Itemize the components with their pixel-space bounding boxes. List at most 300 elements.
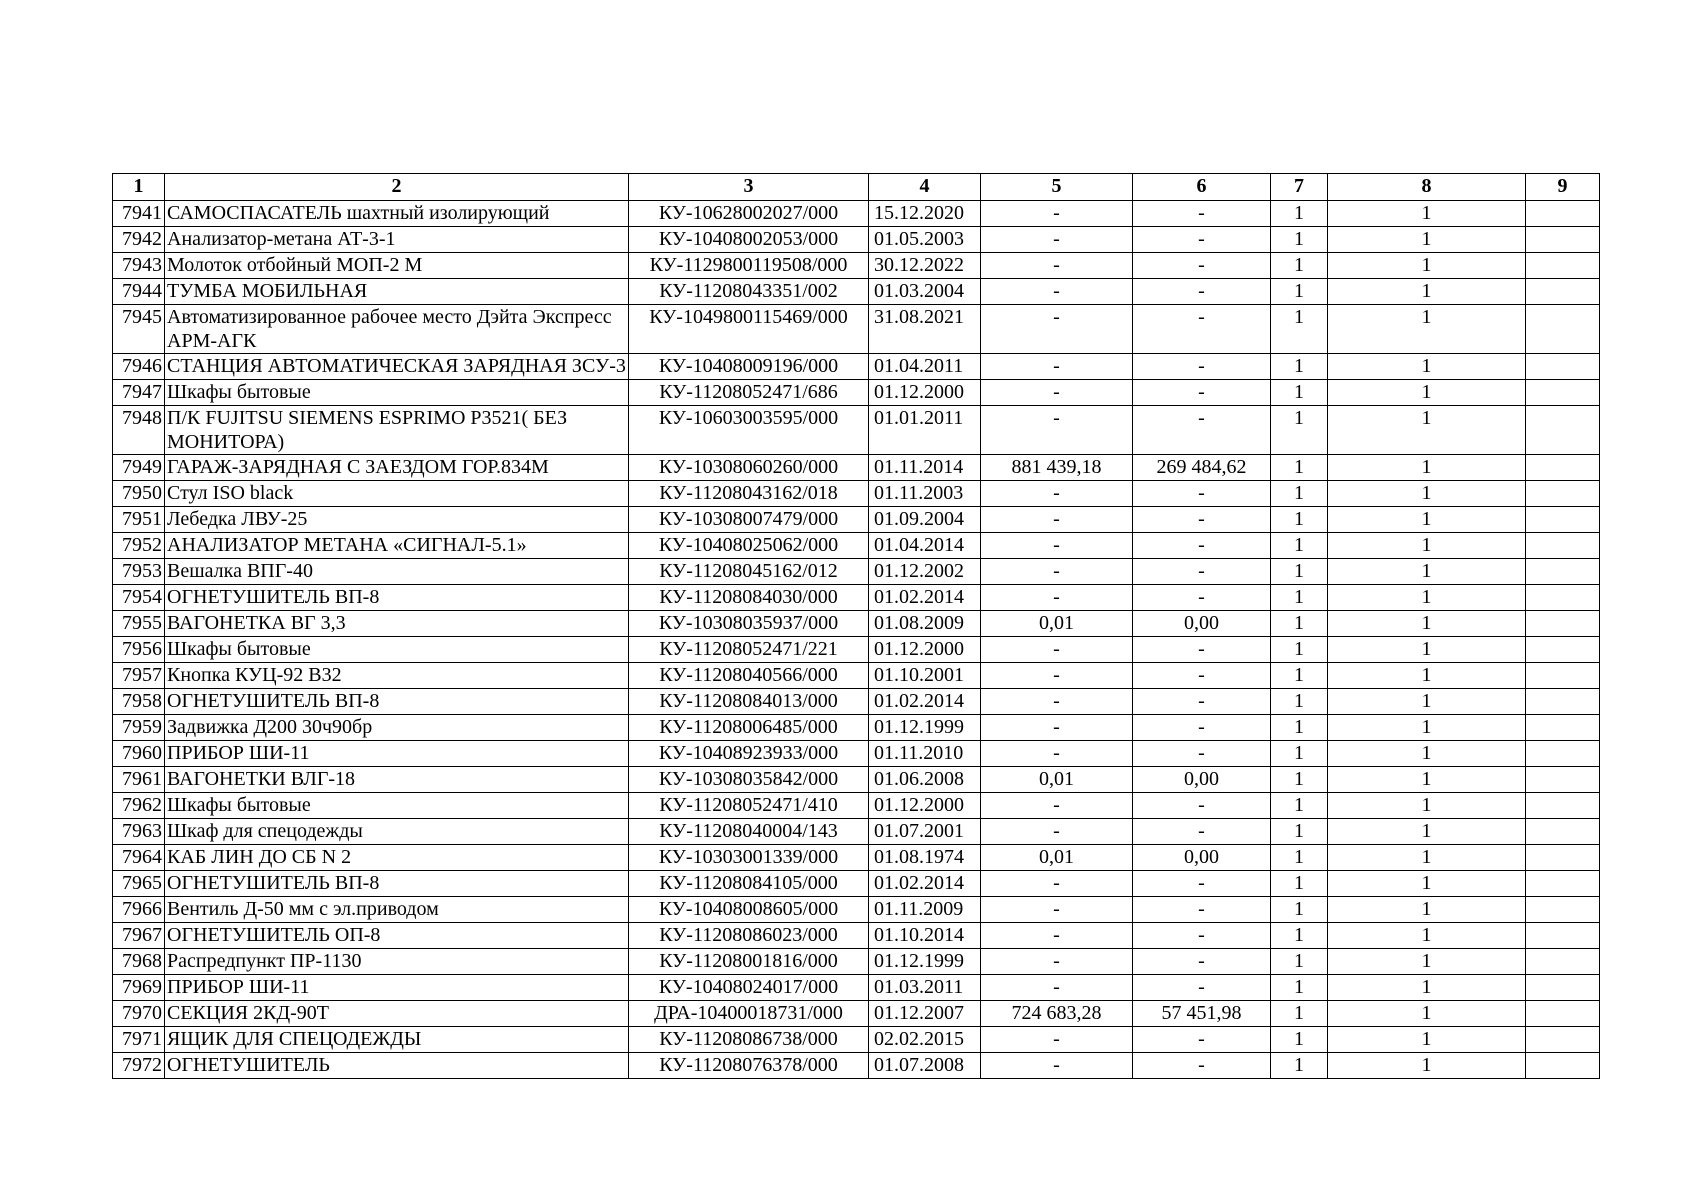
cell-row-number: 7947 [113,380,165,406]
cell-quantity: 1 [1271,406,1328,455]
cell-cost-value: - [981,741,1133,767]
table-row [113,819,1600,845]
cell-residual-value: - [1133,637,1271,663]
cell-count: 1 [1328,897,1526,923]
cell-row-number: 7956 [113,637,165,663]
cell-note [1526,741,1600,767]
cell-date: 01.08.2009 [869,611,981,637]
cell-date: 01.05.2003 [869,227,981,253]
cell-item-name: ПРИБОР ШИ-11 [165,975,629,1001]
cell-cost-value: - [981,897,1133,923]
cell-count: 1 [1328,689,1526,715]
cell-inventory-code: КУ-10408025062/000 [629,533,869,559]
cell-quantity: 1 [1271,767,1328,793]
cell-inventory-code: КУ-11208076378/000 [629,1053,869,1079]
cell-inventory-code: КУ-11208084013/000 [629,689,869,715]
cell-item-name: ОГНЕТУШИТЕЛЬ [165,1053,629,1079]
cell-date: 01.12.2000 [869,380,981,406]
cell-inventory-code: ДРА-10400018731/000 [629,1001,869,1027]
table-body [113,201,1600,1079]
cell-date: 01.07.2001 [869,819,981,845]
cell-row-number: 7941 [113,201,165,227]
cell-item-name: ОГНЕТУШИТЕЛЬ ВП-8 [165,871,629,897]
cell-cost-value: - [981,279,1133,305]
cell-quantity: 1 [1271,533,1328,559]
cell-date: 01.02.2014 [869,871,981,897]
cell-quantity: 1 [1271,1027,1328,1053]
table-row [113,637,1600,663]
cell-cost-value: - [981,227,1133,253]
cell-item-name: ОГНЕТУШИТЕЛЬ ВП-8 [165,585,629,611]
cell-inventory-code: КУ-11208006485/000 [629,715,869,741]
cell-row-number: 7942 [113,227,165,253]
column-header-2: 2 [165,174,629,201]
cell-item-name: СЕКЦИЯ 2КД-90Т [165,1001,629,1027]
cell-date: 01.06.2008 [869,767,981,793]
cell-note [1526,354,1600,380]
cell-cost-value: - [981,819,1133,845]
cell-row-number: 7970 [113,1001,165,1027]
cell-residual-value: - [1133,819,1271,845]
cell-inventory-code: КУ-11208086023/000 [629,923,869,949]
cell-note [1526,1001,1600,1027]
cell-row-number: 7968 [113,949,165,975]
cell-note [1526,819,1600,845]
cell-quantity: 1 [1271,507,1328,533]
cell-note [1526,689,1600,715]
cell-residual-value: - [1133,923,1271,949]
cell-inventory-code: КУ-11208052471/410 [629,793,869,819]
cell-date: 15.12.2020 [869,201,981,227]
column-header-5: 5 [981,174,1133,201]
cell-item-name: Шкаф для спецодежды [165,819,629,845]
cell-inventory-code: КУ-10408923933/000 [629,741,869,767]
cell-note [1526,507,1600,533]
cell-residual-value: - [1133,871,1271,897]
cell-row-number: 7959 [113,715,165,741]
cell-count: 1 [1328,253,1526,279]
cell-note [1526,227,1600,253]
cell-date: 30.12.2022 [869,253,981,279]
column-header-9: 9 [1526,174,1600,201]
column-header-6: 6 [1133,174,1271,201]
cell-quantity: 1 [1271,637,1328,663]
table-row [113,611,1600,637]
cell-cost-value: - [981,663,1133,689]
cell-quantity: 1 [1271,559,1328,585]
cell-item-name: Вешалка ВПГ-40 [165,559,629,585]
cell-note [1526,253,1600,279]
cell-note [1526,380,1600,406]
cell-date: 01.11.2010 [869,741,981,767]
table-row [113,305,1600,354]
cell-note [1526,793,1600,819]
cell-item-name: Лебедка ЛВУ-25 [165,507,629,533]
cell-cost-value: 724 683,28 [981,1001,1133,1027]
cell-item-name: ВАГОНЕТКИ ВЛГ-18 [165,767,629,793]
cell-count: 1 [1328,845,1526,871]
cell-row-number: 7949 [113,455,165,481]
cell-item-name: ОГНЕТУШИТЕЛЬ ВП-8 [165,689,629,715]
cell-residual-value: - [1133,897,1271,923]
cell-item-name: ОГНЕТУШИТЕЛЬ ОП-8 [165,923,629,949]
cell-inventory-code: КУ-11208084105/000 [629,871,869,897]
table-row [113,689,1600,715]
cell-cost-value: - [981,949,1133,975]
cell-cost-value: - [981,923,1133,949]
table-row [113,1053,1600,1079]
cell-residual-value: 0,00 [1133,767,1271,793]
cell-date: 01.09.2004 [869,507,981,533]
cell-row-number: 7969 [113,975,165,1001]
cell-quantity: 1 [1271,380,1328,406]
cell-quantity: 1 [1271,253,1328,279]
cell-date: 02.02.2015 [869,1027,981,1053]
cell-note [1526,455,1600,481]
cell-date: 01.12.2000 [869,637,981,663]
cell-note [1526,975,1600,1001]
cell-quantity: 1 [1271,845,1328,871]
cell-note [1526,279,1600,305]
cell-residual-value: 0,00 [1133,845,1271,871]
cell-inventory-code: КУ-10408009196/000 [629,354,869,380]
header-row [113,174,1600,201]
cell-note [1526,305,1600,354]
inventory-table-container [112,173,1599,1079]
cell-item-name: ГАРАЖ-ЗАРЯДНАЯ С ЗАЕЗДОМ ГОР.834М [165,455,629,481]
table-row [113,1027,1600,1053]
cell-count: 1 [1328,481,1526,507]
cell-quantity: 1 [1271,201,1328,227]
table-row [113,949,1600,975]
cell-count: 1 [1328,354,1526,380]
cell-item-name: АНАЛИЗАТОР МЕТАНА «СИГНАЛ-5.1» [165,533,629,559]
cell-item-name: Вентиль Д-50 мм с эл.приводом [165,897,629,923]
cell-residual-value: - [1133,741,1271,767]
cell-cost-value: - [981,507,1133,533]
inventory-table [112,173,1600,1079]
cell-residual-value: - [1133,585,1271,611]
cell-date: 01.03.2011 [869,975,981,1001]
table-row [113,741,1600,767]
cell-count: 1 [1328,923,1526,949]
cell-cost-value: 0,01 [981,767,1133,793]
cell-item-name: Распредпункт ПР-1130 [165,949,629,975]
cell-row-number: 7960 [113,741,165,767]
table-row [113,975,1600,1001]
cell-row-number: 7967 [113,923,165,949]
cell-row-number: 7951 [113,507,165,533]
cell-inventory-code: КУ-11208043351/002 [629,279,869,305]
cell-cost-value: - [981,305,1133,354]
cell-cost-value: - [981,380,1133,406]
cell-note [1526,949,1600,975]
cell-item-name: Анализатор-метана АТ-3-1 [165,227,629,253]
cell-row-number: 7971 [113,1027,165,1053]
cell-item-name: СТАНЦИЯ АВТОМАТИЧЕСКАЯ ЗАРЯДНАЯ ЗСУ-3 [165,354,629,380]
cell-quantity: 1 [1271,279,1328,305]
cell-inventory-code: КУ-10603003595/000 [629,406,869,455]
cell-residual-value: - [1133,559,1271,585]
cell-note [1526,715,1600,741]
cell-row-number: 7954 [113,585,165,611]
cell-date: 01.03.2004 [869,279,981,305]
cell-inventory-code: КУ-11208045162/012 [629,559,869,585]
cell-residual-value: 269 484,62 [1133,455,1271,481]
cell-residual-value: - [1133,279,1271,305]
cell-inventory-code: КУ-10628002027/000 [629,201,869,227]
cell-row-number: 7962 [113,793,165,819]
cell-note [1526,533,1600,559]
cell-count: 1 [1328,741,1526,767]
cell-quantity: 1 [1271,1053,1328,1079]
cell-row-number: 7952 [113,533,165,559]
table-row [113,201,1600,227]
cell-residual-value: - [1133,507,1271,533]
column-header-3: 3 [629,174,869,201]
cell-residual-value: 0,00 [1133,611,1271,637]
cell-inventory-code: КУ-10408002053/000 [629,227,869,253]
cell-quantity: 1 [1271,819,1328,845]
cell-count: 1 [1328,663,1526,689]
cell-inventory-code: КУ-11208052471/686 [629,380,869,406]
cell-item-name: ТУМБА МОБИЛЬНАЯ [165,279,629,305]
cell-date: 01.12.2007 [869,1001,981,1027]
cell-count: 1 [1328,819,1526,845]
cell-inventory-code: КУ-112980011950​8/000 [629,253,869,279]
cell-count: 1 [1328,1053,1526,1079]
cell-quantity: 1 [1271,741,1328,767]
cell-inventory-code: КУ-11208040004/143 [629,819,869,845]
cell-inventory-code: КУ-10308035842/000 [629,767,869,793]
cell-row-number: 7965 [113,871,165,897]
cell-count: 1 [1328,533,1526,559]
table-row [113,663,1600,689]
cell-cost-value: 881 439,18 [981,455,1133,481]
cell-cost-value: - [981,871,1133,897]
cell-note [1526,585,1600,611]
cell-inventory-code: КУ-11208086738/000 [629,1027,869,1053]
table-row [113,507,1600,533]
cell-note [1526,406,1600,455]
cell-cost-value: 0,01 [981,845,1133,871]
column-header-1: 1 [113,174,165,201]
cell-inventory-code: КУ-10308007479/000 [629,507,869,533]
cell-inventory-code: КУ-11208043162/018 [629,481,869,507]
cell-quantity: 1 [1271,715,1328,741]
cell-quantity: 1 [1271,949,1328,975]
cell-inventory-code: КУ-10308035937/000 [629,611,869,637]
cell-cost-value: - [981,201,1133,227]
table-row [113,406,1600,455]
cell-row-number: 7958 [113,689,165,715]
cell-cost-value: - [981,1053,1133,1079]
cell-row-number: 7964 [113,845,165,871]
cell-cost-value: - [981,354,1133,380]
cell-note [1526,1053,1600,1079]
cell-row-number: 7972 [113,1053,165,1079]
cell-item-name: Шкафы бытовые [165,793,629,819]
cell-date: 01.11.2009 [869,897,981,923]
cell-quantity: 1 [1271,689,1328,715]
cell-cost-value: - [981,715,1133,741]
cell-quantity: 1 [1271,871,1328,897]
cell-count: 1 [1328,793,1526,819]
cell-quantity: 1 [1271,897,1328,923]
cell-residual-value: - [1133,689,1271,715]
cell-inventory-code: КУ-1049800115469/000 [629,305,869,354]
cell-row-number: 7953 [113,559,165,585]
cell-date: 01.12.1999 [869,949,981,975]
cell-date: 01.04.2011 [869,354,981,380]
cell-date: 01.08.1974 [869,845,981,871]
cell-cost-value: 0,01 [981,611,1133,637]
cell-note [1526,559,1600,585]
table-row [113,845,1600,871]
cell-item-name: Молоток отбойный МОП-2 М [165,253,629,279]
cell-count: 1 [1328,507,1526,533]
table-row [113,1001,1600,1027]
cell-note [1526,767,1600,793]
cell-date: 01.12.1999 [869,715,981,741]
cell-note [1526,201,1600,227]
cell-count: 1 [1328,201,1526,227]
cell-cost-value: - [981,1027,1133,1053]
table-row [113,481,1600,507]
cell-item-name: ЯЩИК ДЛЯ СПЕЦОДЕЖДЫ [165,1027,629,1053]
cell-row-number: 7944 [113,279,165,305]
cell-residual-value: - [1133,305,1271,354]
cell-note [1526,663,1600,689]
table-row [113,871,1600,897]
table-row [113,279,1600,305]
cell-inventory-code: КУ-11208040566/000 [629,663,869,689]
cell-row-number: 7950 [113,481,165,507]
cell-row-number: 7957 [113,663,165,689]
cell-residual-value: - [1133,715,1271,741]
cell-note [1526,637,1600,663]
cell-inventory-code: КУ-10303001339/000 [629,845,869,871]
cell-note [1526,611,1600,637]
cell-item-name: Шкафы бытовые [165,380,629,406]
cell-count: 1 [1328,455,1526,481]
cell-quantity: 1 [1271,663,1328,689]
cell-count: 1 [1328,585,1526,611]
table-row [113,455,1600,481]
cell-count: 1 [1328,715,1526,741]
cell-date: 01.02.2014 [869,689,981,715]
cell-date: 01.11.2003 [869,481,981,507]
cell-date: 01.10.2001 [869,663,981,689]
cell-residual-value: - [1133,201,1271,227]
cell-count: 1 [1328,611,1526,637]
cell-row-number: 7961 [113,767,165,793]
cell-residual-value: - [1133,1053,1271,1079]
cell-inventory-code: КУ-11208084030/000 [629,585,869,611]
cell-cost-value: - [981,975,1133,1001]
cell-cost-value: - [981,253,1133,279]
cell-count: 1 [1328,227,1526,253]
column-header-7: 7 [1271,174,1328,201]
cell-residual-value: - [1133,949,1271,975]
table-row [113,253,1600,279]
cell-inventory-code: КУ-11208001816/000 [629,949,869,975]
column-header-4: 4 [869,174,981,201]
cell-count: 1 [1328,1001,1526,1027]
cell-residual-value: - [1133,380,1271,406]
cell-item-name: САМОСПАСАТЕЛЬ шахтный изолирующий [165,201,629,227]
cell-cost-value: - [981,689,1133,715]
cell-count: 1 [1328,559,1526,585]
cell-date: 01.01.2011 [869,406,981,455]
cell-cost-value: - [981,406,1133,455]
cell-date: 01.04.2014 [869,533,981,559]
cell-item-name: Кнопка КУЦ-92 В32 [165,663,629,689]
cell-cost-value: - [981,637,1133,663]
cell-row-number: 7948 [113,406,165,455]
table-row [113,793,1600,819]
cell-item-name: Автоматизированное рабочее место Дэйта Экспресс АРМ-АГК [165,305,629,354]
cell-count: 1 [1328,949,1526,975]
cell-quantity: 1 [1271,611,1328,637]
cell-row-number: 7943 [113,253,165,279]
cell-quantity: 1 [1271,1001,1328,1027]
cell-note [1526,923,1600,949]
cell-count: 1 [1328,871,1526,897]
cell-date: 01.12.2000 [869,793,981,819]
table-row [113,923,1600,949]
cell-residual-value: - [1133,406,1271,455]
cell-count: 1 [1328,975,1526,1001]
cell-cost-value: - [981,585,1133,611]
cell-cost-value: - [981,793,1133,819]
table-row [113,585,1600,611]
cell-cost-value: - [981,533,1133,559]
cell-item-name: ВАГОНЕТКА ВГ 3,3 [165,611,629,637]
table-row [113,380,1600,406]
cell-row-number: 7963 [113,819,165,845]
cell-cost-value: - [981,559,1133,585]
cell-residual-value: - [1133,975,1271,1001]
cell-item-name: П/К FUJITSU SIEMENS ESPRIMO P3521( БЕЗ МОНИТОРА) [165,406,629,455]
cell-date: 01.02.2014 [869,585,981,611]
cell-inventory-code: КУ-10308060260/000 [629,455,869,481]
cell-inventory-code: КУ-10408008605/000 [629,897,869,923]
cell-note [1526,845,1600,871]
cell-row-number: 7945 [113,305,165,354]
table-row [113,533,1600,559]
cell-inventory-code: КУ-10408024017/000 [629,975,869,1001]
cell-residual-value: - [1133,1027,1271,1053]
cell-residual-value: - [1133,253,1271,279]
table-row [113,767,1600,793]
cell-note [1526,897,1600,923]
cell-residual-value: 57 451,98 [1133,1001,1271,1027]
cell-count: 1 [1328,767,1526,793]
table-row [113,559,1600,585]
cell-quantity: 1 [1271,923,1328,949]
cell-item-name: Шкафы бытовые [165,637,629,663]
cell-count: 1 [1328,305,1526,354]
cell-count: 1 [1328,1027,1526,1053]
cell-cost-value: - [981,481,1133,507]
cell-row-number: 7966 [113,897,165,923]
cell-date: 01.11.2014 [869,455,981,481]
cell-quantity: 1 [1271,305,1328,354]
cell-quantity: 1 [1271,975,1328,1001]
cell-count: 1 [1328,637,1526,663]
cell-count: 1 [1328,406,1526,455]
